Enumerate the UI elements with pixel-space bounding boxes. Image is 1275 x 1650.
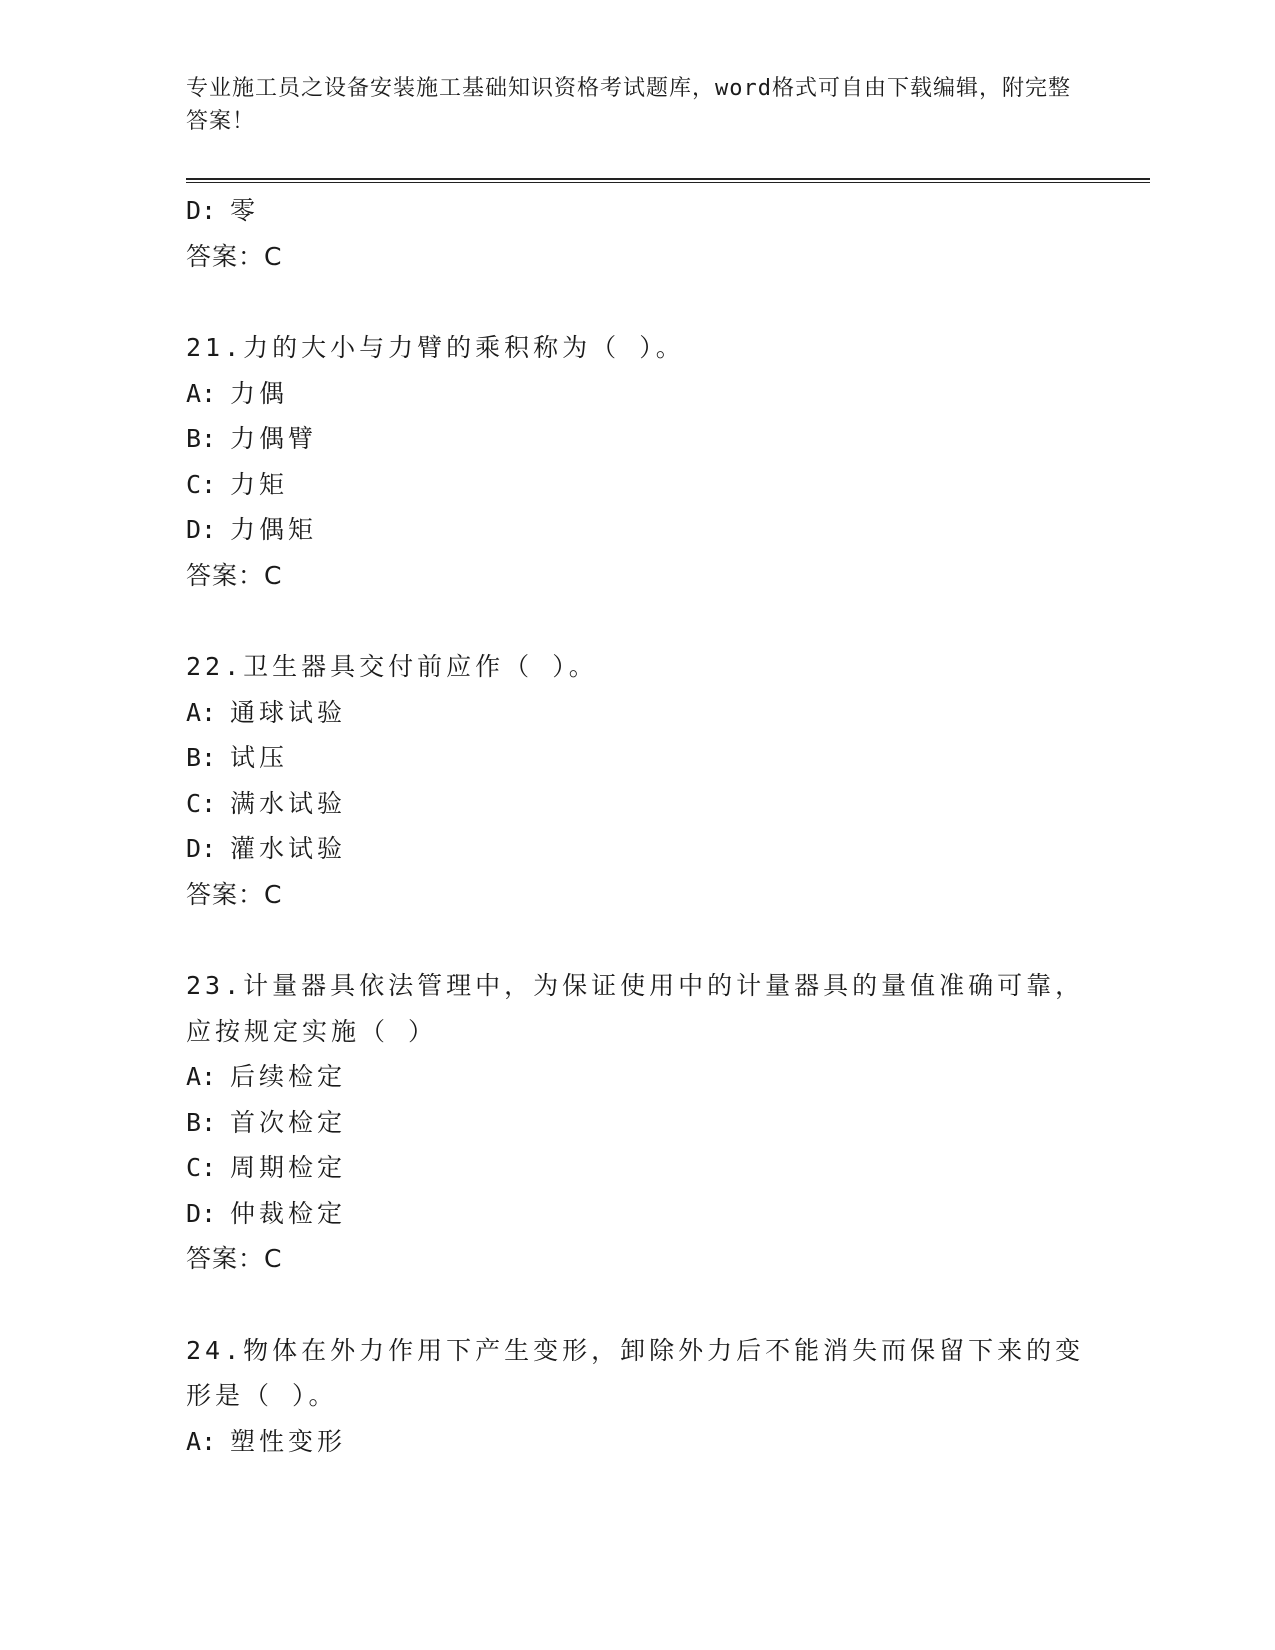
- option-text: 灌水试验: [230, 834, 347, 863]
- option-line: [186, 507, 1146, 553]
- option-line: [186, 1145, 1146, 1191]
- option-line: [186, 462, 1146, 508]
- option-label: A:: [186, 378, 217, 408]
- option-text: 塑性变形: [230, 1426, 347, 1456]
- option-line: [186, 826, 1146, 872]
- question-list: [186, 188, 1146, 1464]
- option-text: 试压: [230, 743, 289, 772]
- question-stem: 21.力的大小与力臂的乘积称为（ ）。: [186, 333, 685, 362]
- option-text: 力矩: [230, 469, 289, 499]
- option-label: A:: [186, 1426, 217, 1456]
- option-text: 满水试验: [230, 788, 347, 818]
- option-text: 力偶: [230, 378, 289, 408]
- option-line: [186, 1054, 1146, 1100]
- option-text: 力偶臂: [230, 424, 318, 453]
- option-label: D:: [186, 834, 217, 863]
- option-label: D:: [186, 515, 217, 544]
- option-line: [186, 1100, 1146, 1146]
- option-label: C:: [186, 469, 217, 499]
- option-line: [186, 416, 1146, 462]
- option-text: 通球试验: [230, 697, 347, 727]
- question-stem: 23.计量器具依法管理中，为保证使用中的计量器具的量值准确可靠，应按规定实施（ ）: [186, 971, 1085, 1046]
- question-stem: 24.物体在外力作用下产生变形，卸除外力后不能消失而保留下来的变形是（ ）。: [186, 1335, 1085, 1410]
- option-text: 后续检定: [230, 1062, 347, 1091]
- option-text: 首次检定: [230, 1107, 347, 1137]
- option-label: B:: [186, 743, 217, 772]
- option-line: [186, 1191, 1146, 1237]
- answer-line: 答案：C: [186, 1244, 283, 1273]
- option-line: [186, 371, 1146, 417]
- option-label: A:: [186, 1062, 217, 1091]
- option-line: [186, 1419, 1146, 1465]
- answer-line: 答案：C: [186, 560, 283, 590]
- option-line: [186, 188, 1146, 234]
- option-text: 力偶矩: [230, 515, 318, 544]
- option-label: D:: [186, 196, 217, 225]
- option-text: 零: [230, 196, 260, 225]
- option-label: B:: [186, 424, 217, 453]
- header-rule: [186, 178, 1150, 183]
- option-label: B:: [186, 1107, 217, 1137]
- page-header: 专业施工员之设备安装施工基础知识资格考试题库，word格式可自由下载编辑，附完整答案！: [186, 76, 1071, 134]
- option-text: 周期检定: [230, 1153, 347, 1182]
- answer-line: 答案：C: [186, 241, 283, 271]
- answer-line: 答案：C: [186, 879, 283, 909]
- option-line: [186, 781, 1146, 827]
- option-line: [186, 735, 1146, 781]
- option-label: C:: [186, 788, 217, 818]
- option-text: 仲裁检定: [230, 1198, 347, 1228]
- option-label: A:: [186, 697, 217, 727]
- option-label: C:: [186, 1153, 217, 1182]
- question-stem: 22.卫生器具交付前应作（ ）。: [186, 652, 598, 681]
- option-label: D:: [186, 1198, 217, 1228]
- option-line: [186, 690, 1146, 736]
